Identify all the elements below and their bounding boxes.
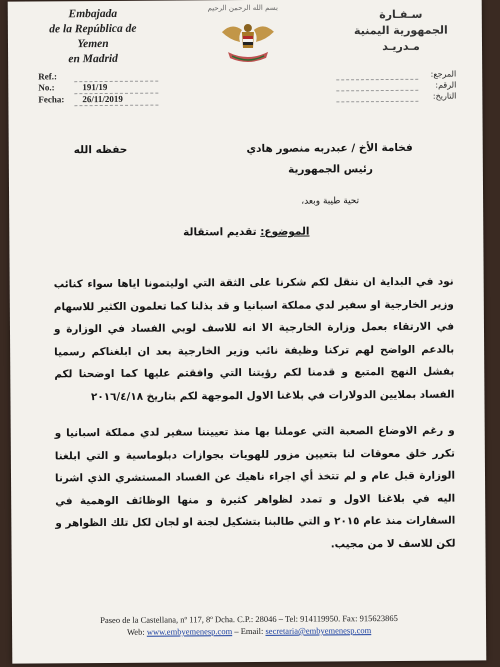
greeting: تحية طيبة وبعد، bbox=[301, 196, 360, 207]
reference-block-arabic bbox=[336, 69, 456, 103]
website-link[interactable]: www.embyemenesp.com bbox=[146, 626, 233, 637]
subject-line bbox=[9, 224, 483, 239]
letterhead-ar-line3: مـدريـد bbox=[382, 39, 420, 54]
date-label-ar: التاريخ: bbox=[432, 91, 457, 101]
letterhead-ar-line1: سـفـارة bbox=[379, 7, 423, 22]
letterhead-es-line1: Embajada bbox=[68, 7, 118, 21]
letterhead-ar-line2: الجمهورية اليمنية bbox=[353, 23, 448, 38]
letterhead-spanish bbox=[33, 7, 153, 68]
ref-value bbox=[74, 71, 158, 83]
letterhead-es-line3: en Madrid bbox=[68, 52, 118, 66]
subject-label: الموضوع: bbox=[260, 225, 310, 238]
subject-text: تقديم استقالة bbox=[183, 225, 257, 239]
letterhead-arabic bbox=[346, 7, 456, 56]
body-paragraph-2: و رغم الاوضاع الصعبة التي عوملنا بها منذ تعييننا سفير لدي مملكة اسبانيا و تكرر خلق معوقات لنا بتعيين مزور للهويات بجوازات دبلوماسية و التي ابلغنا الوزارة قبل عام و لم تتخذ أي اجراء ناهيك عن الفساد المستشري الذي اشرنا اليه في بلاغنا الاول و تمدد لظواهر كثيرة و منها الوظائف الوهمية في السفارات منذ عام ٢٠١٥ و التي طالبنا بتشكيل لجنة او لجان لكل تلك الظواهر و لكن للاسف لا من مجيب. bbox=[54, 424, 456, 550]
letterhead-es-line2: de la República de Yemen bbox=[49, 22, 137, 51]
footer-address: Paseo de la Castellana, nº 117, 8º Dcha. C.P.: 28046 – Tel: 914119950. Fax: 915623865 bbox=[100, 612, 398, 626]
date-label: Fecha: bbox=[38, 94, 65, 105]
ref-label-ar: المرجع: bbox=[430, 69, 457, 79]
web-label: Web: bbox=[126, 626, 145, 637]
body-paragraph-1: نود في البداية ان ننقل لكم شكرنا على الثقة التي اوليتمونا اياها سواء كنائب وزير الخارجية او سفير لدي مملكة اسبانيا و قد بذلنا كما تعلمون الكثير للاسهام في الارتقاء بعمل وزارة الخارجية الا انه للاسف لوبي الفساد في الوزارة و بالدعم الواضح لهم تركنا وظيفة نائب وزير الخارجية بعد ان ابلغناكم رسميا بفشل النهج المتبع و قدمنا لكم رؤيتنا التي وافقتم عليها كما اوضحنا لكم الفساد بملايين الدولارات في بلاغنا الاول الموجهة لكم بتاريخ ٢٠١٦/٤/١٨ bbox=[53, 275, 455, 403]
letter-page bbox=[8, 0, 487, 664]
addressee-title: رئيس الجمهورية bbox=[288, 163, 373, 176]
number-label-ar: الرقم: bbox=[435, 80, 457, 90]
number-label: No.: bbox=[38, 82, 55, 93]
ref-label: Ref.: bbox=[38, 71, 58, 82]
reference-block-spanish bbox=[38, 71, 158, 107]
yemen-eagle-emblem-icon bbox=[218, 18, 278, 70]
basmala: بسم الله الرحمن الرحيم bbox=[207, 3, 278, 13]
honorific: حفظه الله bbox=[73, 143, 128, 157]
email-link[interactable]: secretaria@embyemenesp.com bbox=[265, 625, 372, 636]
addressee-name: فخامة الأخ / عبدربه منصور هادي bbox=[246, 141, 413, 155]
number-value: 191/19 bbox=[74, 82, 158, 95]
footer bbox=[12, 611, 486, 638]
email-label: – Email: bbox=[234, 625, 264, 637]
date-value: 26/11/2019 bbox=[74, 94, 158, 107]
